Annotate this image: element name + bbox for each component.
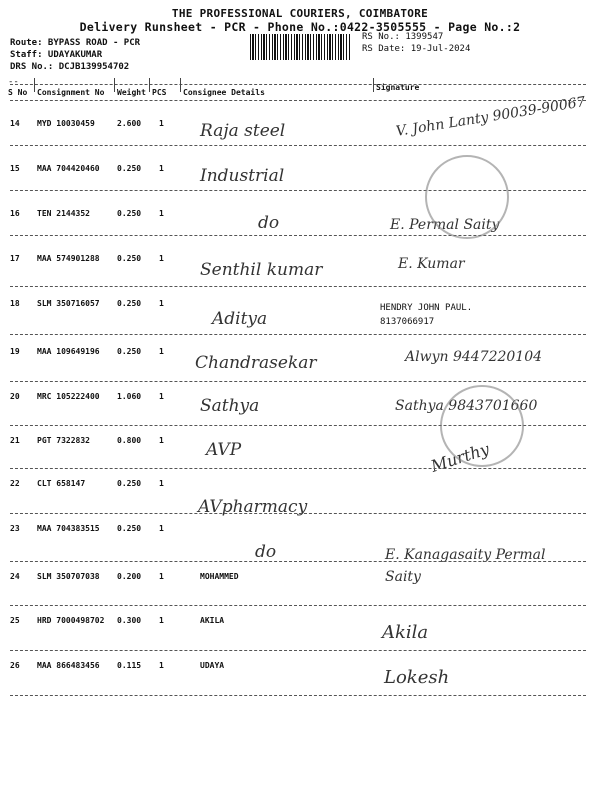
row-weight: 0.250 xyxy=(117,347,142,356)
col-consignment: Consignment No xyxy=(37,88,105,97)
table-row xyxy=(0,236,600,280)
row-consignee: UDAYA xyxy=(200,661,225,670)
row-consignment: MYD 10030459 xyxy=(37,119,95,128)
row-weight: 0.250 xyxy=(117,299,142,308)
row-consignee: MOHAMMED xyxy=(200,572,239,581)
col-divider xyxy=(114,78,115,92)
row-signature: E. Kanagasaity Permal Saity xyxy=(385,547,546,585)
barcode-image xyxy=(250,34,350,60)
table-row xyxy=(0,287,600,331)
row-sno: 23 xyxy=(10,524,20,533)
row-sno: 20 xyxy=(10,392,20,401)
row-weight: 0.250 xyxy=(117,479,142,488)
row-consignee: AKILA xyxy=(200,616,225,625)
col-pcs: PCS xyxy=(152,88,167,97)
table-row xyxy=(0,651,600,695)
rs-number: RS No.: 1399547 xyxy=(362,32,444,42)
row-pcs: 1 xyxy=(159,661,164,670)
row-consignee: do xyxy=(258,213,280,233)
row-consignee: Raja steel xyxy=(200,121,286,141)
row-signature: Alwyn 9447220104 xyxy=(405,349,543,365)
row-pcs: 1 xyxy=(159,299,164,308)
row-consignment: SLM 350707038 xyxy=(37,572,100,581)
row-consignment: MAA 866483456 xyxy=(37,661,100,670)
company-title: THE PROFESSIONAL COURIERS, COIMBATORE xyxy=(171,7,429,20)
row-consignee: Sathya xyxy=(200,396,260,416)
row-sno: 25 xyxy=(10,616,20,625)
row-consignee: AVpharmacy xyxy=(198,497,308,517)
row-sno: 21 xyxy=(10,436,20,445)
row-pcs: 1 xyxy=(159,479,164,488)
row-weight: 2.600 xyxy=(117,119,142,128)
col-divider xyxy=(34,78,35,92)
row-consignment: MAA 704383515 xyxy=(37,524,100,533)
rubber-stamp xyxy=(425,155,509,239)
row-weight: 1.060 xyxy=(117,392,142,401)
col-divider xyxy=(149,78,150,92)
row-consignee: AVP xyxy=(206,440,242,460)
row-pcs: 1 xyxy=(159,572,164,581)
row-pcs: 1 xyxy=(159,347,164,356)
row-signature: Sathya 9843701660 xyxy=(395,398,538,414)
row-consignment: MAA 704420460 xyxy=(37,164,100,173)
row-weight: 0.300 xyxy=(117,616,142,625)
row-consignee: Industrial xyxy=(200,166,285,186)
staff-label: Staff: UDAYAKUMAR xyxy=(10,50,103,60)
row-consignee: Chandrasekar xyxy=(195,353,317,373)
col-consignee: Consignee Details xyxy=(183,88,265,97)
col-signature: Signature xyxy=(376,83,420,92)
row-sno: 22 xyxy=(10,479,20,488)
row-pcs: 1 xyxy=(159,254,164,263)
row-sno: 26 xyxy=(10,661,20,670)
row-signature: V. John Lanty 90039-90067 xyxy=(394,94,587,140)
side-mark: -- xyxy=(8,77,19,87)
col-weight: Weight xyxy=(117,88,146,97)
col-divider xyxy=(180,78,181,92)
row-sno: 16 xyxy=(10,209,20,218)
row-sno: 14 xyxy=(10,119,20,128)
runsheet-title: Delivery Runsheet - PCR - Phone No.:0422-3505555 - Page No.:2 xyxy=(79,20,521,34)
row-consignee: do xyxy=(255,542,277,562)
row-weight: 0.250 xyxy=(117,524,142,533)
col-sno: S No xyxy=(8,88,28,97)
row-weight: 0.800 xyxy=(117,436,142,445)
row-consignee: Aditya xyxy=(212,309,268,329)
table-row xyxy=(0,606,600,650)
row-consignment: MRC 105222400 xyxy=(37,392,100,401)
row-pcs: 1 xyxy=(159,616,164,625)
table-row xyxy=(0,191,600,235)
row-pcs: 1 xyxy=(159,392,164,401)
table-row xyxy=(0,562,600,606)
row-sno: 24 xyxy=(10,572,20,581)
row-consignment: CLT 658147 xyxy=(37,479,86,488)
row-consignment: SLM 350716057 xyxy=(37,299,100,308)
table-row xyxy=(0,469,600,517)
row-consignment: PGT 7322832 xyxy=(37,436,90,445)
row-sno: 19 xyxy=(10,347,20,356)
rubber-stamp xyxy=(440,385,524,467)
drs-number: DRS No.: DCJB139954702 xyxy=(10,62,130,72)
row-pcs: 1 xyxy=(159,209,164,218)
row-pcs: 1 xyxy=(159,436,164,445)
row-consignee: Senthil kumar xyxy=(200,260,323,280)
header-top-rule xyxy=(10,84,586,85)
row-consignment: MAA 574901288 xyxy=(37,254,100,263)
row-weight: 0.200 xyxy=(117,572,142,581)
row-weight: 0.250 xyxy=(117,209,142,218)
table-row xyxy=(0,94,600,145)
table-row xyxy=(0,146,600,190)
row-signature: Akila xyxy=(382,622,429,643)
row-pcs: 1 xyxy=(159,164,164,173)
row-weight: 0.250 xyxy=(117,254,142,263)
row-pcs: 1 xyxy=(159,119,164,128)
row-rule xyxy=(10,695,586,696)
row-sno: 17 xyxy=(10,254,20,263)
row-signature: E. Permal Saity xyxy=(390,217,500,233)
row-consignment: MAA 109649196 xyxy=(37,347,100,356)
row-weight: 0.115 xyxy=(117,661,142,670)
row-consignment: TEN 2144352 xyxy=(37,209,90,218)
row-signature: HENDRY JOHN PAUL. 8137066917 xyxy=(380,303,473,327)
rs-date: RS Date: 19-Jul-2024 xyxy=(362,44,471,54)
row-sno: 15 xyxy=(10,164,20,173)
route-label: Route: BYPASS ROAD - PCR xyxy=(10,38,141,48)
row-weight: 0.250 xyxy=(117,164,142,173)
row-signature: Lokesh xyxy=(384,667,450,688)
col-divider xyxy=(373,78,374,92)
row-pcs: 1 xyxy=(159,524,164,533)
row-consignment: HRD 7000498702 xyxy=(37,616,105,625)
row-signature: Murthy xyxy=(428,439,492,476)
row-sno: 18 xyxy=(10,299,20,308)
row-signature: E. Kumar xyxy=(398,256,465,272)
table-row xyxy=(0,335,600,379)
